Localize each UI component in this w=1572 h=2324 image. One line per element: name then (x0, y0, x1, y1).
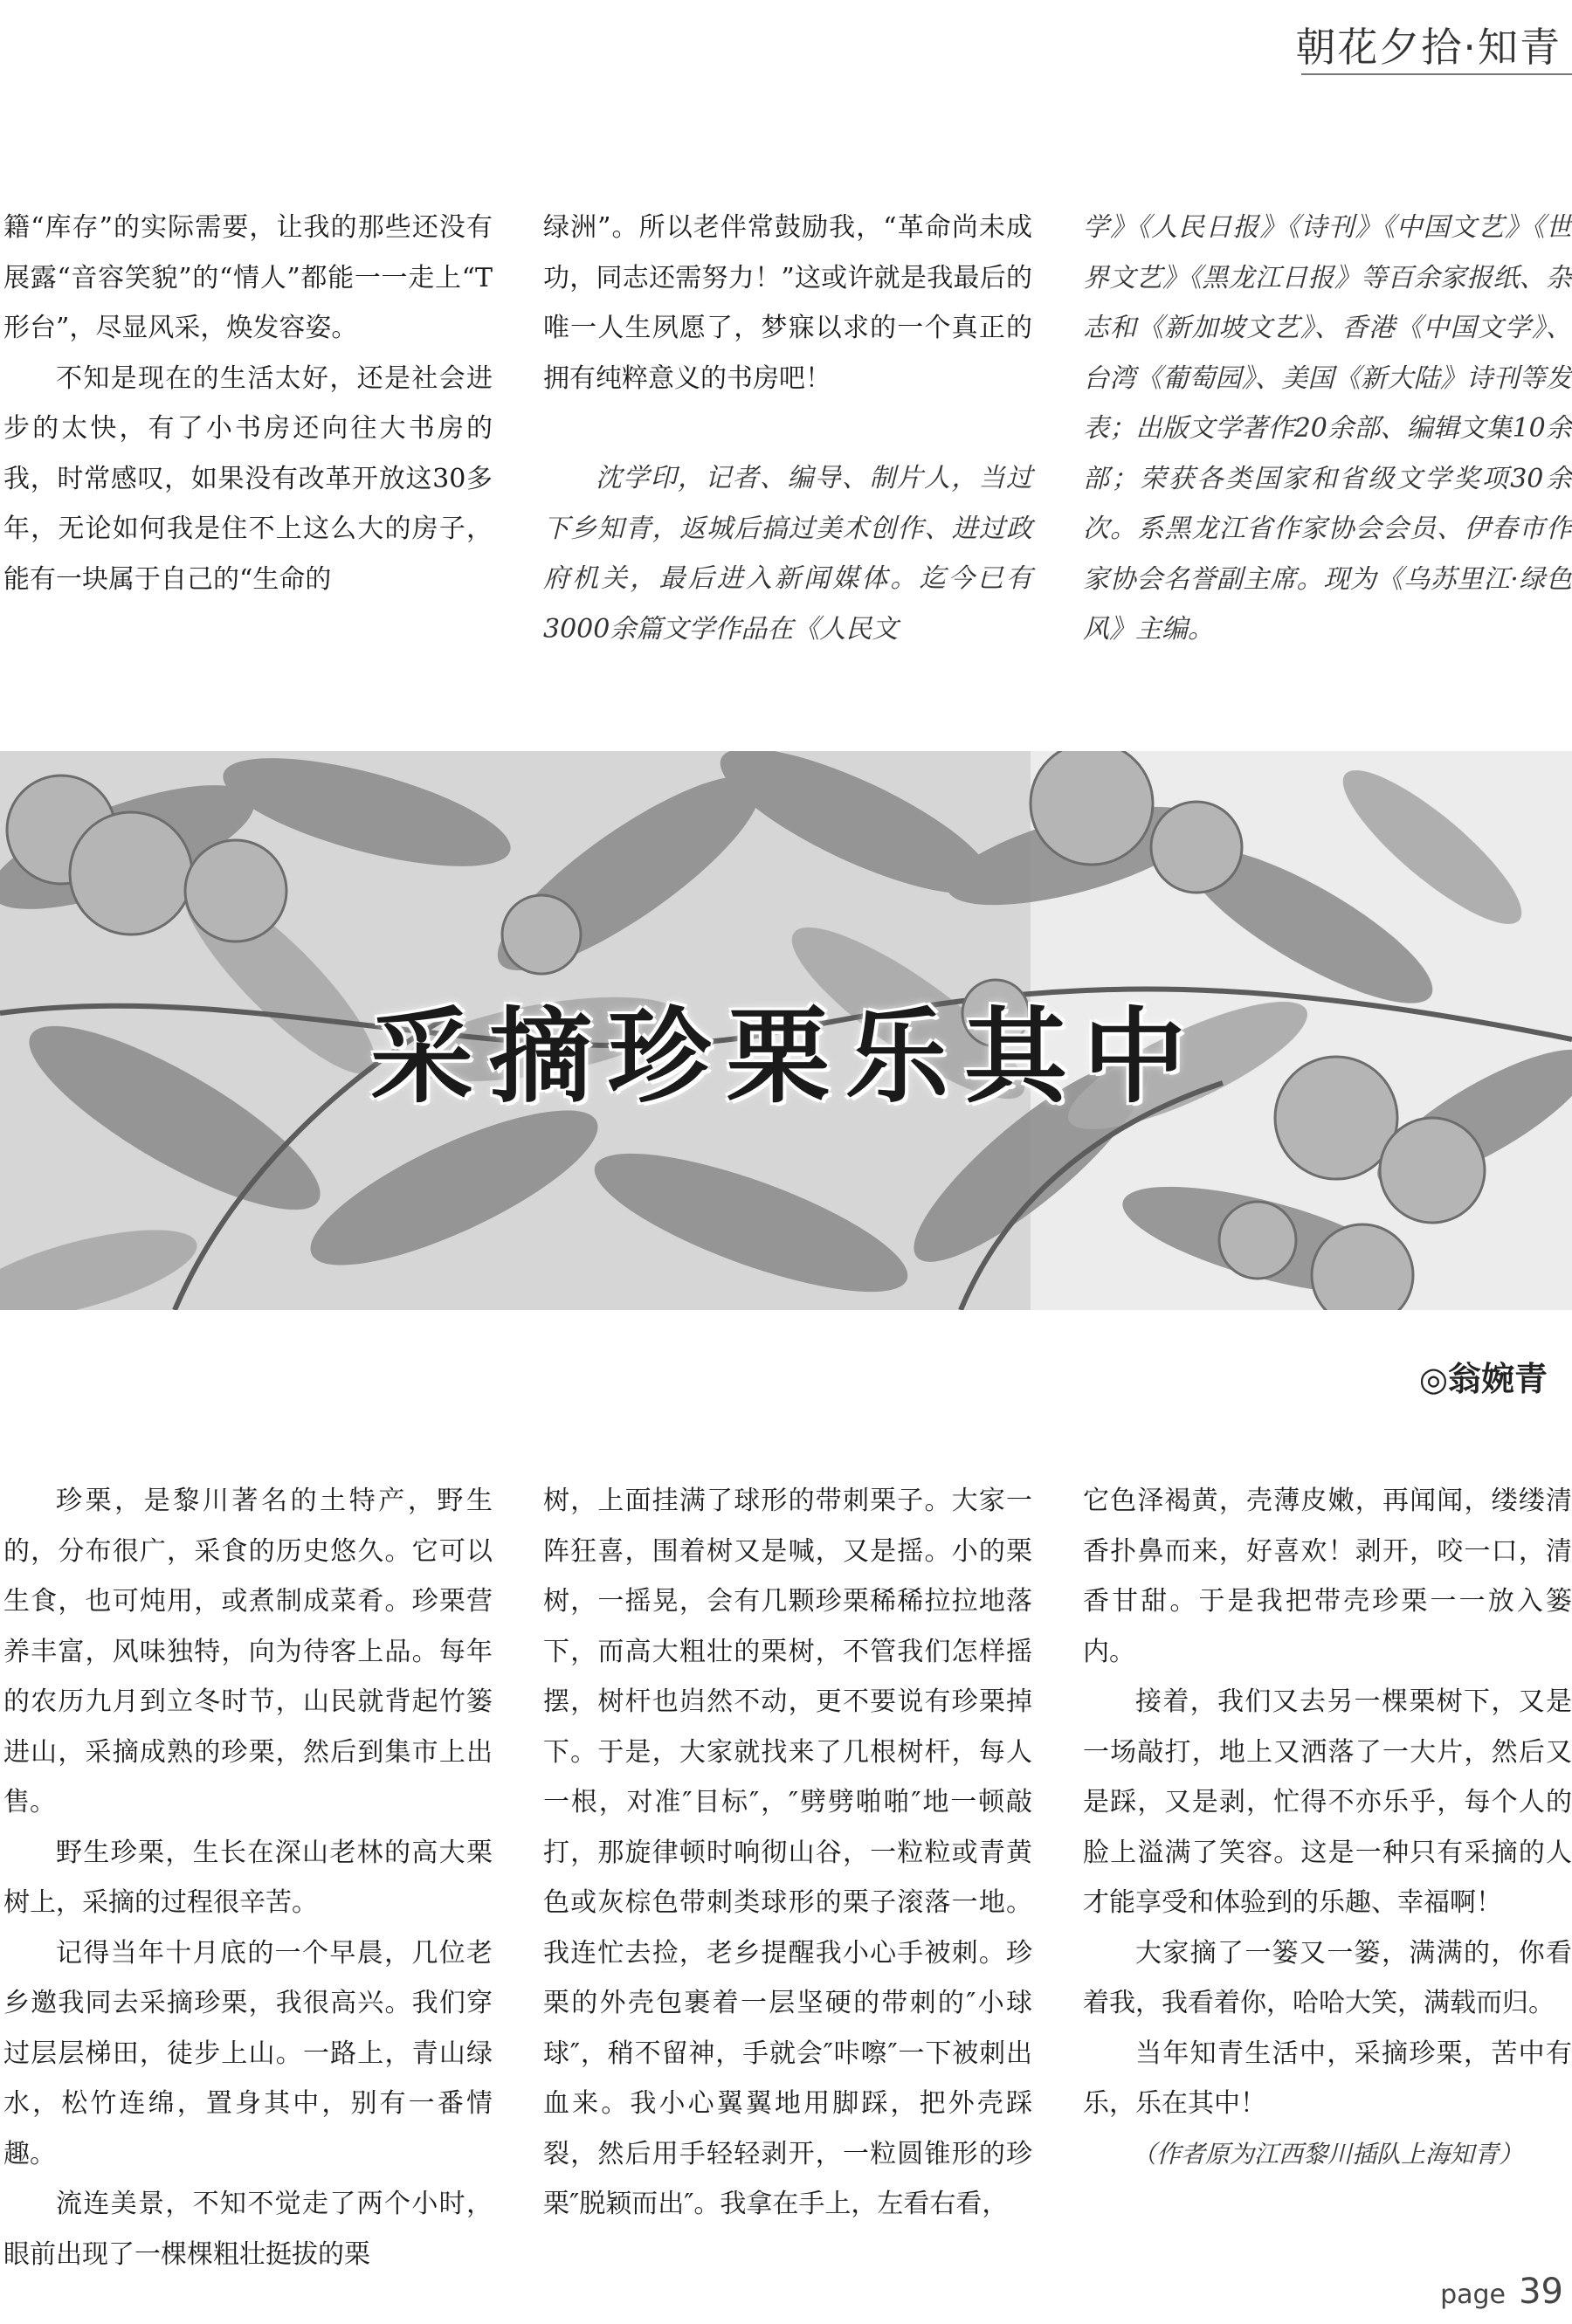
article-column-3 (1083, 1476, 1572, 2179)
author-bio-start: 沈学印，记者、编导、制片人，当过下乡知青，返城后搞过美术创作、进过政府机关，最后进入新闻媒体。迄今已有3000余篇文学作品在《人民文 (543, 463, 1032, 645)
header-rule (1301, 73, 1572, 75)
paragraph: 大家摘了一篓又一篓，满满的，你看着我，我看着你，哈哈大笑，满载而归。 (1083, 1937, 1572, 2018)
paragraph: 流连美景，不知不觉走了两个小时，眼前出现了一棵棵粗壮挺拔的栗 (3, 2189, 493, 2270)
paragraph: 籍“库存”的实际需要，让我的那些还没有展露“音容笑貌”的“情人”都能一一走上“T形台”，尽显风采，焕发容姿。 (3, 212, 493, 343)
page-label: page (1440, 2279, 1506, 2310)
page-number: 39 (1519, 2272, 1563, 2312)
paragraph: 不知是现在的生活太好，还是社会进步的太快，有了小书房还向往大书房的我，时常感叹，如果没有改革开放这30多年，无论如何我是住不上这么大的房子，能有一块属于自己的“生命的 (3, 362, 493, 595)
top-column-2 (543, 203, 1032, 654)
paragraph: 野生珍栗，生长在深山老林的高大栗树上，采摘的过程很辛苦。 (3, 1837, 493, 1918)
paragraph: 接着，我们又去另一棵栗树下，又是一场敲打，地上又洒落了一大片，然后又是踩，又是剥，忙得不亦乐乎，每个人的脸上溢满了笑容。这是一种只有采摘的人才能享受和体验到的乐趣、幸福啊！ (1083, 1686, 1572, 1918)
top-column-1 (3, 203, 493, 604)
paragraph: 树，上面挂满了球形的带刺栗子。大家一阵狂喜，围着树又是喊，又是摇。小的栗树，一摇晃，会有几颗珍栗稀稀拉拉地落下，而高大粗壮的栗树，不管我们怎样摇摆，树杆也岿然不动，更不要说有珍栗掉下。于是，大家就找来了几根树杆，每人一根，对准″目标″，″劈劈啪啪″地一顿敲打，那旋律顿时响彻山谷，一粒粒或青黄色或灰棕色带刺类球形的栗子滚落一地。我连忙去捡，老乡提醒我小心手被刺。珍栗的外壳包裹着一层坚硬的带刺的″小球球″，稍不留神，手就会″咔嚓″一下被刺出血来。我小心翼翼地用脚踩，把外壳踩裂，然后用手轻轻剥开，一粒圆锥形的珍栗″脱颖而出″。我拿在手上，左看右看， (543, 1486, 1032, 2219)
article-title: 采摘珍栗乐其中 (369, 996, 1202, 1117)
article-column-1 (3, 1476, 493, 2279)
section-header: 朝花夕拾·知青 (1295, 24, 1562, 71)
author-note: （作者原为江西黎川插队上海知青） (1131, 2139, 1523, 2169)
hero-image (0, 751, 1572, 1310)
page-footer (1440, 2272, 1563, 2312)
author-byline: ◎翁婉青 (1418, 1360, 1548, 1398)
paragraph: 当年知青生活中，采摘珍栗，苦中有乐，乐在其中！ (1083, 2038, 1572, 2119)
paragraph: 绿洲”。所以老伴常鼓励我，“革命尚未成功，同志还需努力！”这或许就是我最后的唯一人生夙愿了，梦寐以求的一个真正的拥有纯粹意义的书房吧！ (543, 212, 1032, 394)
author-bio-end: 学》《人民日报》《诗刊》《中国文艺》《世界文艺》《黑龙江日报》等百余家报纸、杂志和《新加坡文艺》、香港《中国文学》、台湾《葡萄园》、美国《新大陆》诗刊等发表；出版文学著作20余部、编辑文集10余部；荣获各类国家和省级文学奖项30余次。系黑龙江省作家协会会员、伊春市作家协会名誉副主席。现为《乌苏里江·绿色风》主编。 (1083, 212, 1572, 645)
article-column-2 (543, 1476, 1032, 2230)
paragraph: 珍栗，是黎川著名的土特产，野生的，分布很广，采食的历史悠久。它可以生食，也可炖用，或煮制成菜肴。珍栗营养丰富，风味独特，向为待客上品。每年的农历九月到立冬时节，山民就背起竹篓进山，采摘成熟的珍栗，然后到集市上出售。 (3, 1486, 493, 1817)
paragraph: 记得当年十月底的一个早晨，几位老乡邀我同去采摘珍栗，我很高兴。我们穿过层层梯田，徒步上山。一路上，青山绿水，松竹连绵，置身其中，别有一番情趣。 (3, 1937, 493, 2169)
paragraph: 它色泽褐黄，壳薄皮嫩，再闻闻，缕缕清香扑鼻而来，好喜欢！剥开，咬一口，清香甘甜。于是我把带壳珍栗一一放入篓内。 (1083, 1486, 1572, 1667)
top-column-3 (1083, 203, 1572, 655)
